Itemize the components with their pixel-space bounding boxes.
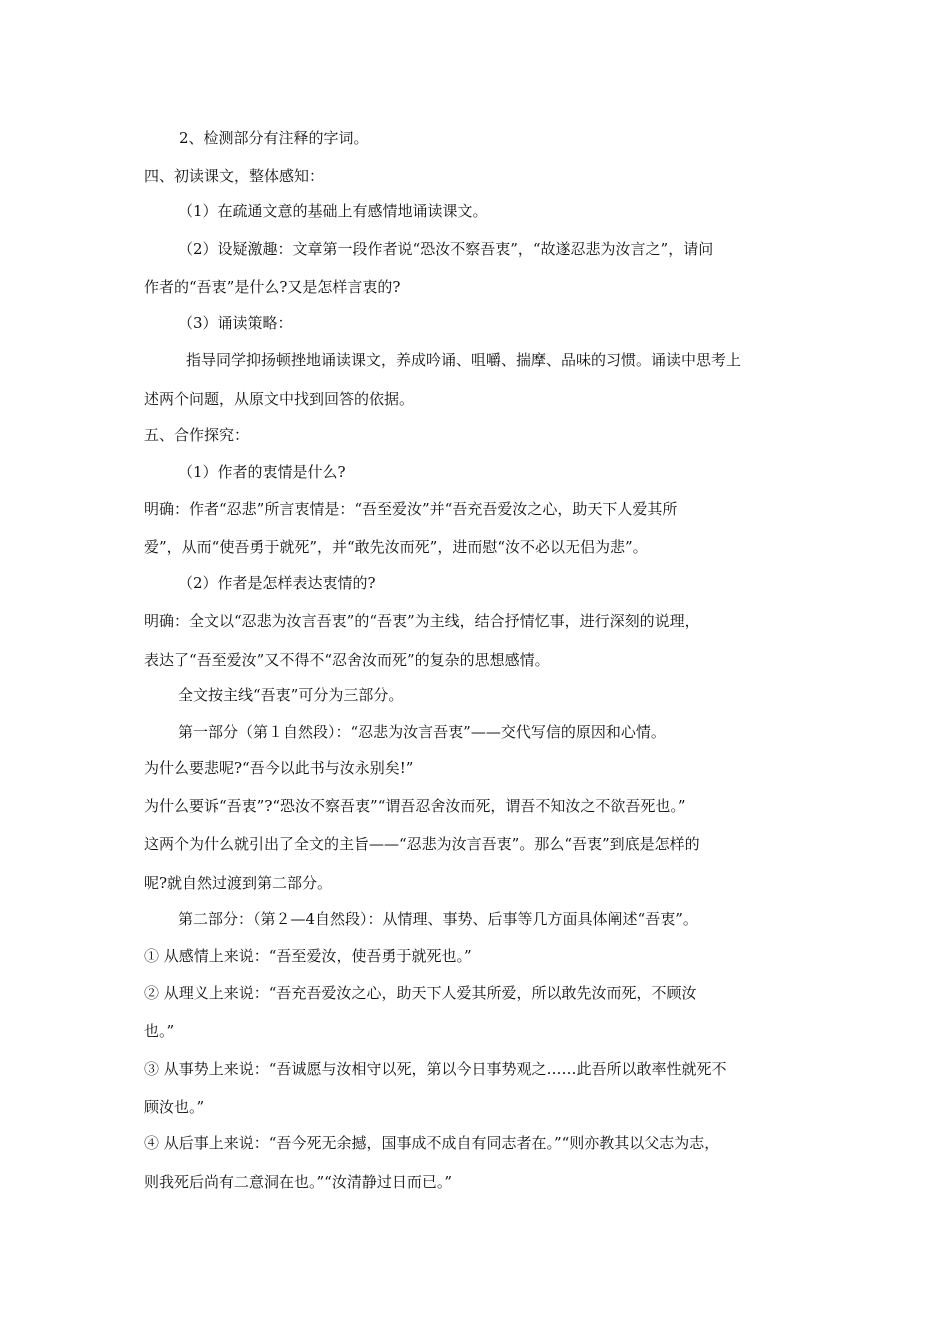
text-line: 这两个为什么就引出了全文的主旨——“忍悲为汝言吾衷”。那么“吾衷”到底是怎样的 (144, 835, 700, 853)
text-line: 也。” (144, 1022, 175, 1040)
text-line: 为什么要悲呢?“吾今以此书与汝永别矣!” (144, 759, 414, 777)
text-line: 述两个问题，从原文中找到回答的依据。 (144, 390, 415, 408)
text-line: 表达了“吾至爱汝”又不得不“忍舍汝而死”的复杂的思想感情。 (144, 651, 550, 669)
text-line: （2）设疑激趣：文章第一段作者说“恐汝不察吾衷”，“故遂忍悲为汝言之”，请问 (178, 240, 714, 258)
text-line: 2、检测部分有注释的字词。 (179, 129, 369, 147)
list-item: ② 从理义上来说：“吾充吾爱汝之心，助天下人爱其所爱，所以敢先汝而死，不顾汝 (144, 984, 697, 1002)
text-line: 第二部分：（第２—4自然段）：从情理、事势、后事等几方面具体阐述“吾衷”。 (178, 910, 698, 928)
text-line: 作者的“吾衷”是什么?又是怎样言衷的? (144, 278, 401, 296)
text-line: 则我死后尚有二意洞在也。”“汝清静过日而已。” (144, 1173, 453, 1191)
text-line: 呢?就自然过渡到第二部分。 (144, 874, 333, 892)
text-line: 指导同学抑扬顿挫地诵读课文，养成吟诵、咀嚼、揣摩、品味的习惯。诵读中思考上 (186, 351, 742, 369)
text-line: （2）作者是怎样表达衷情的? (178, 574, 376, 592)
text-line: 明确：作者“忍悲”所言衷情是：“吾至爱汝”并“吾充吾爱汝之心，助天下人爱其所 (144, 500, 678, 518)
list-item: ④ 从后事上来说：“吾今死无余撼，国事成不成自有同志者在。”“则亦教其以父志为志， (144, 1134, 720, 1152)
text-line: （1）作者的衷情是什么? (178, 463, 346, 481)
text-line: 爱”，从而“使吾勇于就死”，并“敢先汝而死”，进而慰“汝不必以无侣为悲”。 (144, 538, 648, 556)
text-line: 全文按主线“吾衷”可分为三部分。 (178, 686, 404, 704)
text-line: 为什么要诉“吾衷”?“恐汝不察吾衷”“谓吾忍舍汝而死，谓吾不知汝之不欲吾死也。” (144, 797, 686, 815)
text-line: 明确：全文以“忍悲为汝言吾衷”的“吾衷”为主线，结合抒情忆事，进行深刻的说理， (144, 612, 700, 630)
section-heading: 四、初读课文，整体感知： (144, 167, 325, 185)
list-item: ① 从感情上来说：“吾至爱汝，使吾勇于就死也。” (144, 947, 472, 965)
text-line: （1）在疏通文意的基础上有感情地诵读课文。 (178, 202, 488, 220)
text-line: 第一部分（第１自然段）：“忍悲为汝言吾衷”——交代写信的原因和心情。 (178, 723, 666, 741)
list-item: ③ 从事势上来说：“吾诚愿与汝相守以死，第以今日事势观之……此吾所以敢率性就死不 (144, 1060, 727, 1078)
text-line: 顾汝也。” (144, 1098, 205, 1116)
section-heading: 五、合作探究： (144, 426, 250, 444)
text-line: （3）诵读策略： (178, 314, 293, 332)
